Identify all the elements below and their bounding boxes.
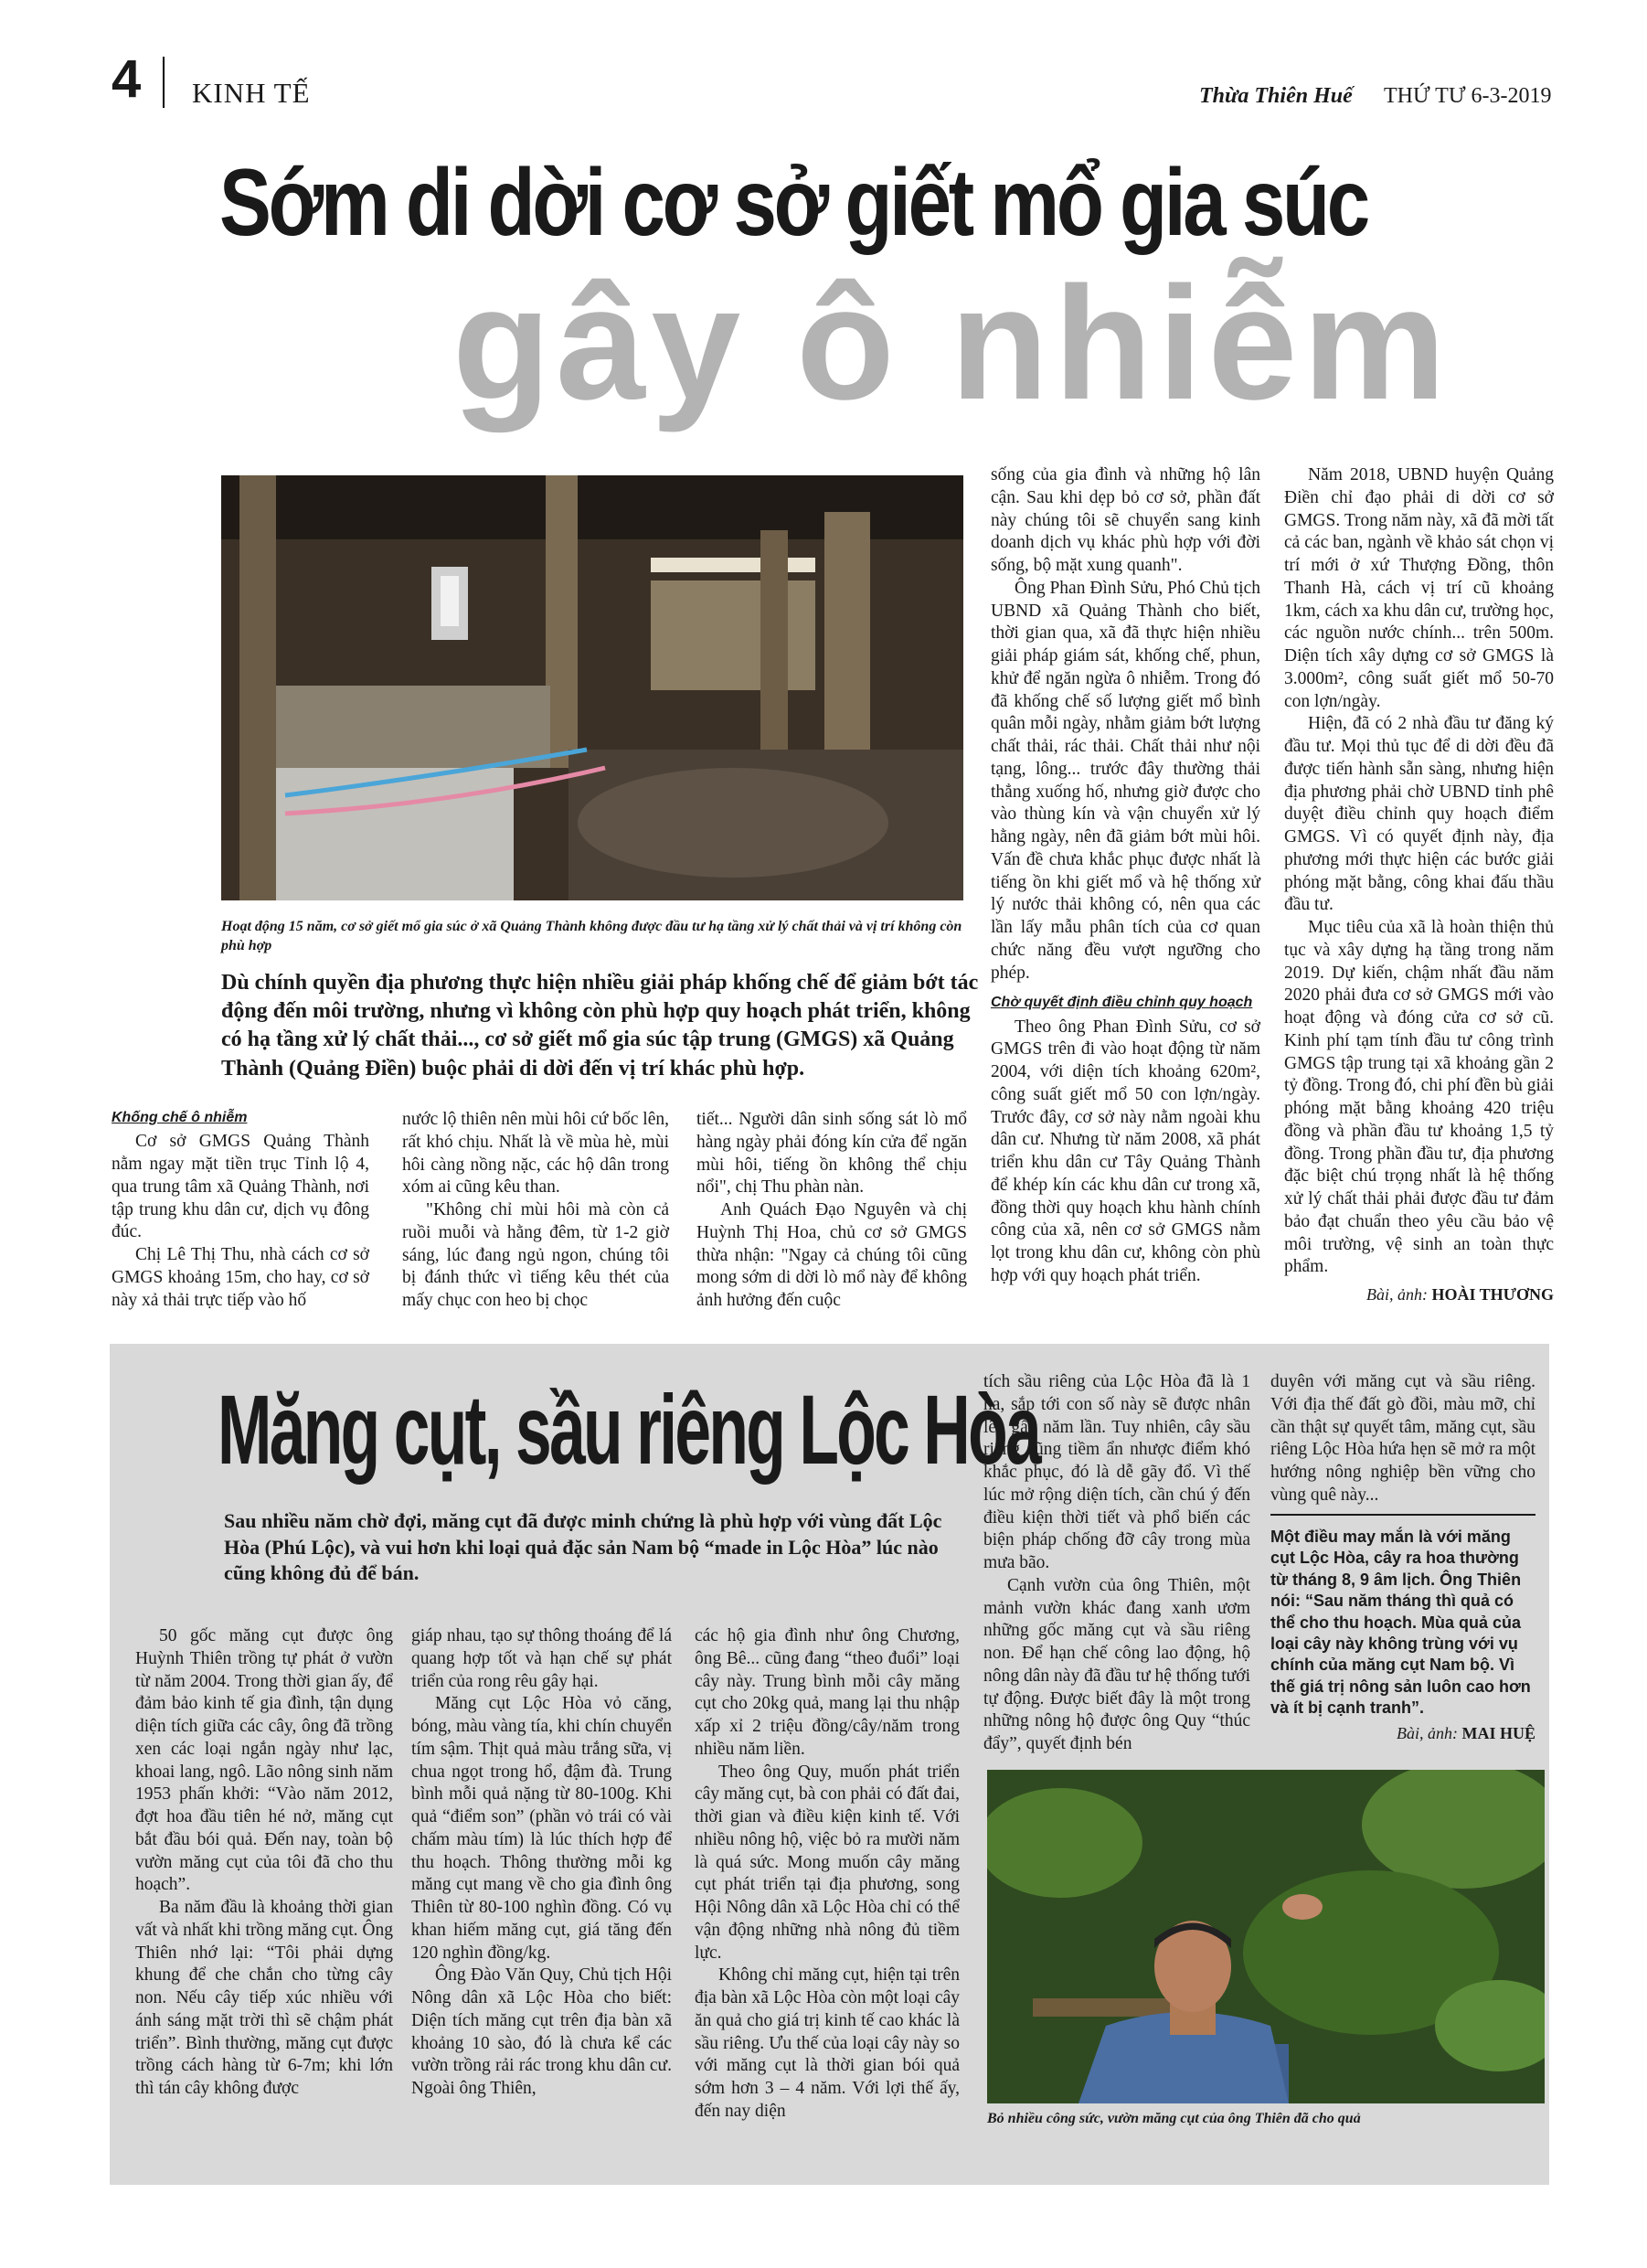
- article1-column1: [112, 1109, 369, 1312]
- article2-title: Măng cụt, sầu riêng Lộc Hòa: [218, 1374, 1040, 1485]
- article2-column5: [1270, 1371, 1535, 1507]
- article2-paragraph: Theo ông Quy, muốn phát triển cây măng cụt, bà con phải có đất đai, thời gian và điều kiện kinh tế. Với nhiều nông hộ, việc bỏ ra mười năm là quá sức. Mong muốn cây măng cụt phát triển tại địa phương, song Hội Nông dân xã Lộc Hòa chỉ có thể vận động những nhà nông đủ tiềm lực.: [695, 1762, 960, 1963]
- article1-paragraph: "Không chỉ mùi hôi mà còn cả ruồi muỗi và hằng đêm, từ 1-2 giờ sáng, lúc đang ngủ ngon, chúng tôi bị đánh thức vì tiếng kêu thét của mấy chục con heo bị chọc: [402, 1200, 669, 1310]
- article1-paragraph: tiết... Người dân sinh sống sát lò mổ hàng ngày phải đóng kín cửa để ngăn mùi hôi, tiếng ồn không thể chịu nổi", chị Thu phàn nàn.: [696, 1110, 967, 1198]
- article1-paragraph: Cơ sở GMGS Quảng Thành nằm ngay mặt tiền trục Tỉnh lộ 4, qua trung tâm xã Quảng Thành, nơi tập trung khu dân cư, dịch vụ đông đúc.: [112, 1132, 369, 1242]
- byline-prefix: Bài, ảnh:: [1397, 1724, 1458, 1742]
- article2-paragraph: Không chỉ măng cụt, hiện tại trên địa bàn xã Lộc Hòa còn một loại cây ăn quả cho giá trị kinh tế cao khác là sầu riêng. Ưu thế của loại cây này so với măng cụt là thời gian bói quả sớm hơn 3 – 4 năm. Với lợi thế ấy, đến nay diện: [695, 1965, 960, 2121]
- article2-paragraph: Cạnh vườn của ông Thiên, một mảnh vườn khác đang xanh ươm những gốc măng cụt và sầu riêng non. Để hạn chế công lao động, hộ nông dân này đã đầu tư hệ thống tưới tự động. Được biết đây là một trong những nông hộ được ông Quy “thúc đẩy”, quyết định bén: [983, 1575, 1250, 1753]
- article2-paragraph: giáp nhau, tạo sự thông thoáng để lá quang hợp tốt và hạn chế sự phát triển của rong rêu gây hại.: [411, 1626, 672, 1691]
- article2-byline: [1270, 1724, 1535, 1743]
- article1-paragraph: Chị Lê Thị Thu, nhà cách cơ sở GMGS khoảng 15m, cho hay, cơ sở này xả thải trực tiếp vào hố: [112, 1245, 369, 1310]
- issue-date: THỨ TƯ 6-3-2019: [1384, 84, 1552, 108]
- article2-paragraph: tích sầu riêng của Lộc Hòa đã là 1 ha, sắp tới con số này sẽ được nhân lên gấp năm lần. Tuy nhiên, cây sầu riêng cũng tiềm ẩn nhược điểm khó khắc phục, đó là dễ gãy đổ. Vì thế lúc mở rộng diện tích, cần chú ý đến điều kiện thời tiết và phổ biến các biện pháp chống đỡ cây trong mùa mưa bão.: [983, 1372, 1250, 1572]
- article2-column2: [411, 1625, 672, 2101]
- article1-title-line2: gây ô nhiễm: [452, 254, 1451, 433]
- article1-title-line1: Sớm di dời cơ sở giết mổ gia súc: [219, 150, 1367, 256]
- article1-paragraph: nước lộ thiên nên mùi hôi cứ bốc lên, rất khó chịu. Nhất là về mùa hè, mùi hôi càng nồng nặc, các hộ dân trong xóm ai cũng kêu than.: [402, 1110, 669, 1198]
- article2-paragraph: Măng cụt Lộc Hòa vỏ căng, bóng, màu vàng tía, khi chín chuyển tím sậm. Thịt quả màu trắng sữa, vị chua ngọt trong hổ, đậm đà. Trung bình mỗi quả nặng từ 80-100g. Khi quả “điểm son” (phần vỏ trái có vài chấm màu tím) là lúc thích hợp để thu hoạch. Thông thường mỗi kg măng cụt mang về cho gia đình ông Thiên từ 80-100 nghìn đồng. Có vụ khan hiếm măng cụt, giá tăng đến 120 nghìn đồng/kg.: [411, 1694, 672, 1963]
- byline-author: HOÀI THƯƠNG: [1431, 1285, 1554, 1304]
- slaughterhouse-photo: [221, 475, 963, 900]
- article2-lead: Sau nhiều năm chờ đợi, măng cụt đã được minh chứng là phù hợp với vùng đất Lộc Hòa (Phú Lộc), và vui hơn khi loại quả đặc sản Nam bộ “made in Lộc Hòa” lúc nào cũng không đủ để bán.: [224, 1509, 942, 1585]
- article2-photo-caption: Bỏ nhiều công sức, vườn măng cụt của ông Thiên đã cho quả: [987, 2111, 1361, 2126]
- article2-paragraph: các hộ gia đình như ông Chương, ông Bê... cũng đang “theo đuổi” loại cây này. Trung bình mỗi cây măng cụt cho 20kg quả, mang lại thu nhập xấp xỉ 2 triệu đồng/cây/năm trong nhiều năm liền.: [695, 1626, 960, 1759]
- article2-highlight: Một điều may mắn là với măng cụt Lộc Hòa, cây ra hoa thường từ tháng 8, 9 âm lịch. Ông Thiên nói: “Sau năm tháng thì quả có thể cho thu hoạch. Mùa quả của loại cây này không trùng với vụ chính của măng cụt Nam bộ. Vì thế giá trị nông sản luôn cao hơn và ít bị cạnh tranh”.: [1270, 1528, 1531, 1718]
- page-number: 4: [112, 49, 142, 109]
- article2-column4: [983, 1371, 1250, 1756]
- article2-paragraph: Ông Đào Văn Quy, Chủ tịch Hội Nông dân xã Lộc Hòa cho biết: Diện tích măng cụt trên địa bàn xã khoảng 10 sào, đó là chưa kể các vườn trồng rải rác trong khu dân cư. Ngoài ông Thiên,: [411, 1965, 672, 2098]
- article1-subheading2: Chờ quyết định điều chỉnh quy hoạch: [991, 995, 1253, 1011]
- byline-author: MAI HUỆ: [1461, 1724, 1535, 1742]
- article1-column2: [402, 1109, 669, 1313]
- article1-paragraph: Hiện, đã có 2 nhà đầu tư đăng ký đầu tư. Mọi thủ tục để di dời đều đã được tiến hành sẵn sàng, nhưng hiện địa phương phải chờ UBND tỉnh phê duyệt điều chỉnh quy hoạch điểm GMGS. Vì có quyết định này, địa phương mới thực hiện các bước giải phóng mặt bằng, công khai đấu thầu đầu tư.: [1284, 714, 1554, 915]
- highlight-rule: [1270, 1514, 1535, 1516]
- article1-column3: [696, 1109, 967, 1313]
- article2-column1: [135, 1625, 393, 2101]
- article1-byline: [1284, 1284, 1554, 1305]
- article1-paragraph: Mục tiêu của xã là hoàn thiện thủ tục và xây dựng hạ tầng trong năm 2019. Dự kiến, chậm nhất đầu năm 2020 phải đưa cơ sở GMGS mới vào hoạt động và đóng cửa cơ sở cũ. Kinh phí tạm tính đầu tư công trình GMGS tập trung tại xã khoảng gần 2 tỷ đồng. Trong đó, chi phí đền bù giải phóng mặt bằng khoảng 420 triệu đồng và phần đầu tư khoảng 1,5 tỷ đồng. Trong phần đầu tư, địa phương đặc biệt chú trọng nhất là hệ thống xử lý chất thải phải được đầu tư đảm bảo đạt chuẩn theo yêu cầu bảo vệ môi trường, vệ sinh an toàn thực phẩm.: [1284, 918, 1554, 1277]
- article2-paragraph: 50 gốc măng cụt được ông Huỳnh Thiên trồng tự phát ở vườn từ năm 2004. Trong thời gian ấy, để đảm bảo kinh tế gia đình, tận dụng diện tích giữa các cây, ông đã trồng xen các loại ngắn ngày như lạc, khoai lang, ngô. Lão nông sinh năm 1953 phấn khởi: “Vào năm 2012, đợt hoa đầu tiên hé nở, măng cụt bắt đầu bói quả. Đến nay, toàn bộ vườn măng cụt của tôi đã cho thu hoạch”.: [135, 1626, 393, 1895]
- article1-paragraph: sống của gia đình và những hộ lân cận. Sau khi dẹp bỏ cơ sở, phần đất này chúng tôi sẽ chuyển sang kinh doanh dịch vụ khác phù hợp với đời sống, bộ mặt xung quanh".: [991, 465, 1260, 575]
- newspaper-name: Thừa Thiên Huế: [1199, 84, 1353, 108]
- article2-paragraph: Ba năm đầu là khoảng thời gian vất và nhất khi trồng măng cụt. Ông Thiên nhớ lại: “Tôi phải dựng khung để che chắn cho từng cây non. Nếu cây tiếp xúc nhiều với ánh sáng mặt trời thì sẽ chậm phát triển”. Bình thường, măng cụt được trồng cách hàng từ 6-7m; khi lớn thì tán cây không được: [135, 1898, 393, 2098]
- article1-column4: [991, 464, 1260, 1288]
- article1-paragraph: Ông Phan Đình Sửu, Phó Chủ tịch UBND xã Quảng Thành cho biết, thời gian qua, xã đã thực hiện nhiều giải pháp giám sát, khống chế, phun, khử để ngăn ngừa ô nhiễm. Trong đó đã khống chế số lượng giết mổ bình quân mỗi ngày, nhằm giảm bớt lượng chất thải, rác thải. Chất thải như nội tạng, lông... trước đây thường thải thẳng xuống hố, nhưng giờ được cho vào thùng kín và vận chuyển xử lý hằng ngày, nên đã giảm bớt mùi hôi. Vấn đề chưa khắc phục được nhất là tiếng ồn khi giết mổ và hệ thống xử lý nước thải không có, nên qua các lần lấy mẫu phân tích của cơ quan chức năng đều vượt ngưỡng cho phép.: [991, 578, 1260, 983]
- article1-subheading1: Khống chế ô nhiễm: [112, 1110, 248, 1125]
- article2-column3: [695, 1625, 960, 2124]
- section-name: KINH TẾ: [192, 77, 311, 109]
- article1-paragraph: Anh Quách Đạo Nguyên và chị Huỳnh Thị Hoa, chủ cơ sở GMGS thừa nhận: "Ngay cả chúng tôi cũng mong sớm di dời lò mổ này để không ảnh hưởng đến cuộc: [696, 1200, 967, 1310]
- article1-column5: [1284, 464, 1554, 1305]
- byline-prefix: Bài, ảnh:: [1365, 1285, 1428, 1304]
- article1-paragraph: Theo ông Phan Đình Sửu, cơ sở GMGS trên đi vào hoạt động từ năm 2004, với diện tích khoảng 620m², công suất giết mổ 50 con lợn/ngày. Trước đây, cơ sở này nằm ngoài khu dân cư. Nhưng từ năm 2008, xã phát triển khu dân cư Tây Quảng Thành để khép kín các khu dân cư trong xã, đồng thời quy hoạch khu hành chính công của xã, nên cơ sở GMGS nằm lọt trong khu dân cư, không còn phù hợp với quy hoạch phát triển.: [991, 1017, 1260, 1285]
- article2-paragraph: duyên với măng cụt và sầu riêng. Với địa thế đất gò đồi, màu mỡ, chỉ cần thật sự quyết tâm, măng cụt, sầu riêng Lộc Hòa hứa hẹn sẽ mở ra một hướng nông nghiệp bền vững cho vùng quê này...: [1270, 1372, 1535, 1505]
- article1-photo-caption: Hoạt động 15 năm, cơ sở giết mổ gia súc ở xã Quảng Thành không được đầu tư hạ tầng xử lý chất thải và vị trí không còn phù hợp: [221, 919, 962, 953]
- article1-paragraph: Năm 2018, UBND huyện Quảng Điền chỉ đạo phải di dời cơ sở GMGS. Trong năm này, xã đã mời tất cả các ban, ngành về khảo sát chọn vị trí mới ở xứ Thượng Đồng, thôn Thanh Hà, cách vị trí cũ khoảng 1km, cách xa khu dân cư, trường học, các nguồn nước chính... trên 500m. Diện tích xây dựng cơ sở GMGS là 3.000m², công suất giết mổ 50-70 con lợn/ngày.: [1284, 465, 1554, 711]
- mangosteen-farmer-photo: [987, 1770, 1545, 2103]
- article1-lead: Dù chính quyền địa phương thực hiện nhiều giải pháp khống chế để giảm bớt tác động đến môi trường, nhưng vì không còn phù hợp quy hoạch phát triển, không có hạ tầng xử lý chất thải..., cơ sở giết mổ gia súc tập trung (GMGS) xã Quảng Thành (Quảng Điền) buộc phải di dời đến vị trí khác phù hợp.: [221, 971, 979, 1081]
- header-divider: [163, 57, 165, 108]
